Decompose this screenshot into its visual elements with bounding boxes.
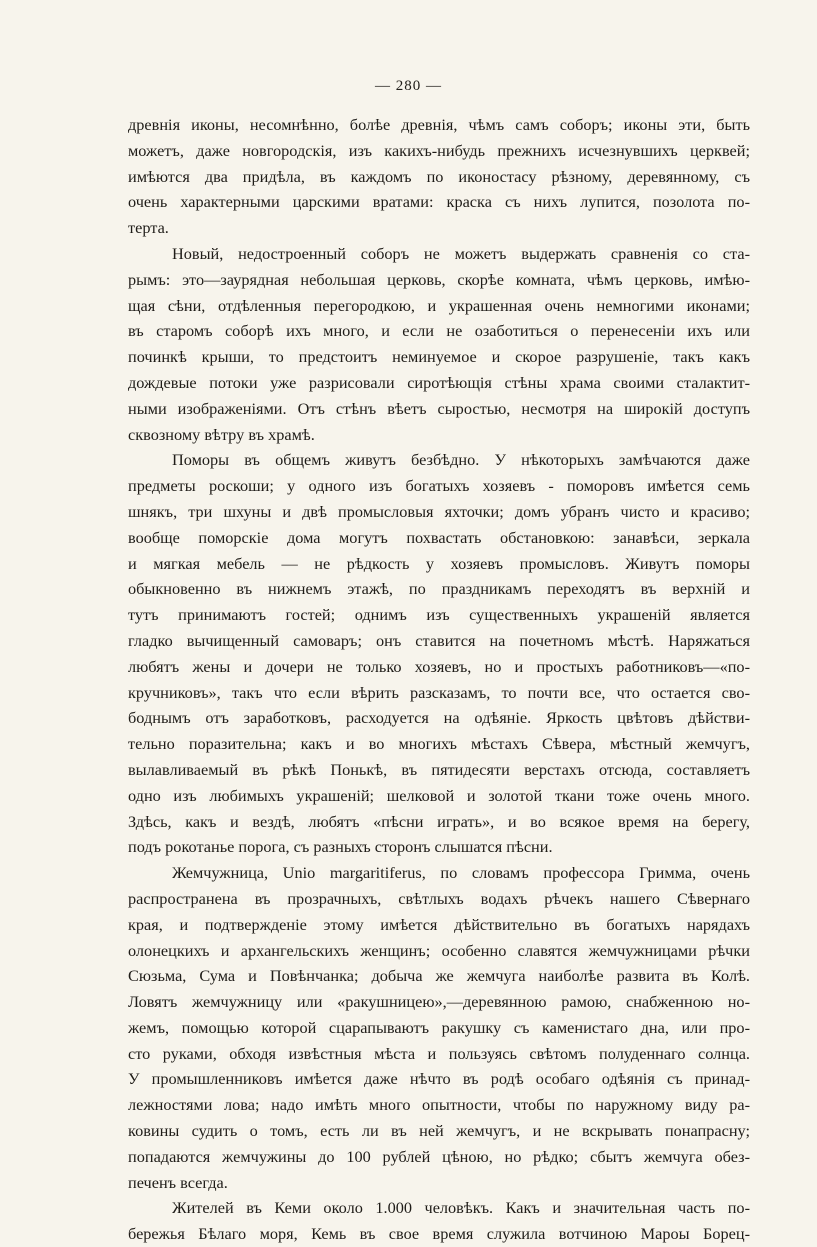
- paragraph: [128, 241, 750, 447]
- text-line: ковины судить о томъ, есть ли въ ней жемчугъ, и не вскрывать понапрасну;: [128, 1121, 750, 1141]
- text-line: тельно поразительна; какъ и во многихъ мѣстахъ Сѣвера, мѣстный жемчугъ,: [128, 734, 750, 754]
- page-number: — 280 —: [375, 78, 442, 94]
- text-line: жемъ, помощью которой сцарапываютъ ракушку съ каменистаго дна, или про-: [128, 1017, 750, 1037]
- text-line: печенъ всегда.: [128, 1172, 228, 1192]
- text-line: лежностями лова; надо имѣть много опытности, чтобы по наружному виду ра-: [128, 1095, 750, 1115]
- text-line: шнякъ, три шхуны и двѣ промысловыя яхточки; домъ убранъ чисто и красиво;: [128, 501, 750, 521]
- text-line: Жителей въ Кеми около 1.000 человѣкъ. Какъ и значительная часть по-: [172, 1198, 750, 1218]
- text-line: гладко вычищенный самоваръ; онъ ставится на почетномъ мѣстѣ. Наряжаться: [128, 630, 750, 650]
- page-body: [128, 112, 750, 1247]
- paragraph: [128, 860, 750, 1195]
- text-line: дождевые потоки уже разрисовали сиротѣющія стѣны храма своими сталактит-: [128, 372, 750, 392]
- text-line: тутъ принимаютъ гостей; однимъ изъ существенныхъ украшеній является: [128, 605, 750, 625]
- text-line: сквозному вѣтру въ храмѣ.: [128, 424, 315, 444]
- text-line: вылавливаемый въ рѣкѣ Понькѣ, въ пятидесяти верстахъ отсюда, составляетъ: [128, 759, 750, 779]
- text-line: имѣются два придѣла, въ каждомъ по иконостасу рѣзному, деревянному, съ: [128, 166, 750, 186]
- text-line: Поморы въ общемъ живутъ безбѣдно. У нѣкоторыхъ замѣчаются даже: [172, 450, 750, 470]
- paragraph: [128, 112, 750, 241]
- text-line: вообще поморскіе дома могутъ похвастать обстановкою: занавѣси, зеркала: [128, 527, 750, 547]
- text-line: и мягкая мебель — не рѣдкость у хозяевъ промысловъ. Живутъ поморы: [128, 553, 750, 573]
- text-line: очень характерными царскими вратами: краска съ нихъ лупится, позолота по-: [128, 192, 750, 212]
- text-line: попадаются жемчужины до 100 рублей цѣною, но рѣдко; сбытъ жемчуга обез-: [128, 1146, 750, 1166]
- text-line: въ старомъ соборѣ ихъ много, и если не озаботиться о перенесеніи ихъ или: [128, 321, 750, 341]
- text-line: Здѣсь, какъ и вездѣ, любятъ «пѣсни играть», и во всякое время на берегу,: [128, 811, 750, 831]
- text-line: боднымъ отъ заработковъ, расходуется на одѣяніе. Яркость цвѣтовъ дѣйстви-: [128, 708, 750, 728]
- paragraph: [128, 1195, 750, 1247]
- text-line: Ловятъ жемчужницу или «ракушницею»,—деревянною рамою, снабженною но-: [128, 992, 750, 1012]
- text-line: У промышленниковъ имѣется даже нѣчто въ родѣ особаго одѣянія съ принад-: [128, 1069, 750, 1089]
- text-line: обыкновенно въ нижнемъ этажѣ, по праздникамъ переходятъ въ верхній и: [128, 579, 750, 599]
- text-line: щая сѣни, отдѣленныя перегородкою, и украшенная очень немногими иконами;: [128, 295, 750, 315]
- text-line: подъ рокотанье порога, съ разныхъ сторонъ слышатся пѣсни.: [128, 837, 553, 857]
- text-line: края, и подтвержденіе этому имѣется дѣйствительно въ богатыхъ нарядахъ: [128, 914, 750, 934]
- text-line: рымъ: это—заурядная небольшая церковь, скорѣе комната, чѣмъ церковь, имѣю-: [128, 269, 750, 289]
- text-line: Жемчужница, Unio margaritiferus, по словамъ профессора Гримма, очень: [172, 863, 750, 883]
- text-line: сто руками, обходя извѣстныя мѣста и пользуясь свѣтомъ полуденнаго солнца.: [128, 1043, 750, 1063]
- text-line: одно изъ любимыхъ украшеній; шелковой и золотой ткани тоже очень много.: [128, 785, 750, 805]
- text-line: любятъ жены и дочери не только хозяевъ, но и простыхъ работниковъ—«по-: [128, 656, 750, 676]
- text-line: распространена въ прозрачныхъ, свѣтлыхъ водахъ рѣчекъ нашего Сѣвернаго: [128, 888, 750, 908]
- text-line: можетъ, даже новгородскія, изъ какихъ-нибудь прежнихъ исчезнувшихъ церквей;: [128, 140, 750, 160]
- text-line: древнія иконы, несомнѣнно, болѣе древнія, чѣмъ самъ соборъ; иконы эти, быть: [128, 115, 750, 134]
- text-line: олонецкихъ и архангельскихъ женщинъ; особенно славятся жемчужницами рѣчки: [128, 940, 750, 960]
- text-line: Сюзьма, Сума и Повѣнчанка; добыча же жемчуга наиболѣе развита въ Колѣ.: [128, 966, 750, 986]
- text-line: бережья Бѣлаго моря, Кемь въ свое время служила вотчиною Мароы Борец-: [128, 1224, 750, 1244]
- text-line: Новый, недостроенный соборъ не можетъ выдержать сравненія со ста-: [172, 243, 750, 263]
- paragraph: [128, 447, 750, 860]
- text-line: ными изображеніями. Отъ стѣнъ вѣетъ сыростью, несмотря на широкій доступъ: [128, 398, 750, 418]
- text-line: предметы роскоши; у одного изъ богатыхъ хозяевъ - поморовъ имѣется семь: [128, 476, 750, 496]
- text-line: терта.: [128, 218, 169, 238]
- text-line: починкѣ крыши, то предстоитъ неминуемое и скорое разрушеніе, такъ какъ: [128, 347, 750, 367]
- text-line: кручниковъ», такъ что если вѣрить разсказамъ, то почти все, что остается сво-: [128, 682, 750, 702]
